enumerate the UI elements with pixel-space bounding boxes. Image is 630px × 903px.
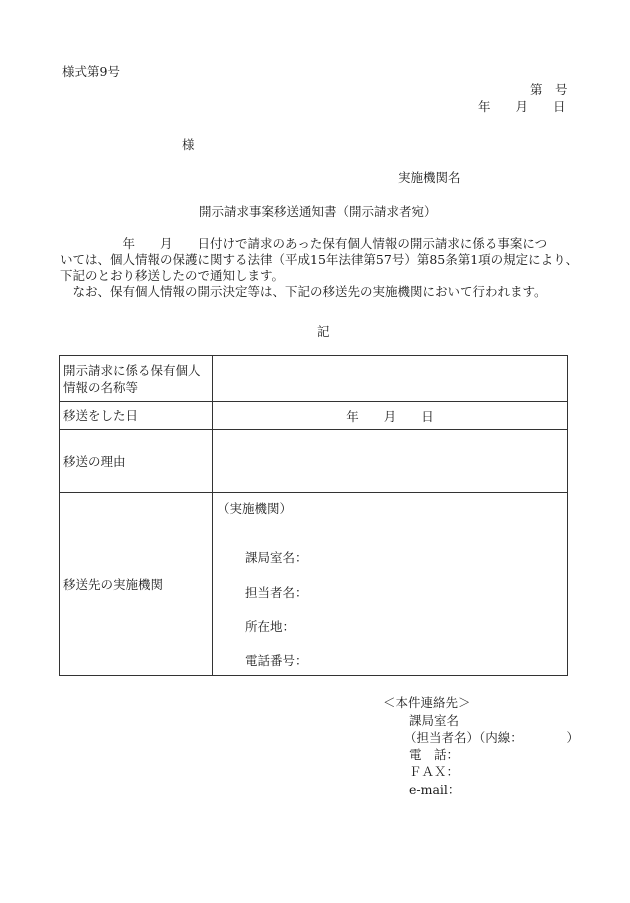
destination-address-field: 所在地： — [245, 619, 296, 634]
table-row — [60, 402, 568, 430]
body-paragraph — [60, 236, 585, 300]
contact-email: e-mail： — [409, 782, 461, 797]
body-line: 下記のとおり移送したので通知します。 — [60, 268, 285, 283]
contact-person: （担当者名）（内線： ） — [404, 730, 580, 745]
contact-heading: ＜本件連絡先＞ — [383, 695, 471, 710]
destination-person-field: 担当者名： — [245, 585, 308, 600]
destination-label: 移送先の実施機関 — [60, 493, 213, 676]
info-name-label: 開示請求に係る保有個人 情報の名称等 — [60, 356, 213, 402]
destination-dept-field: 課局室名： — [245, 550, 308, 565]
transfer-reason-value — [213, 430, 568, 493]
transfer-date-value: 年 月 日 — [213, 402, 568, 430]
destination-details — [213, 493, 568, 676]
table-row — [60, 430, 568, 493]
destination-phone-field: 電話番号： — [245, 653, 308, 668]
document-title: 開示請求事案移送通知書（開示請求者宛） — [199, 204, 437, 219]
sender-organization: 実施機関名 — [398, 170, 461, 185]
transfer-details-table — [59, 355, 568, 676]
recipient-suffix: 様 — [182, 137, 195, 152]
note-heading: 記 — [317, 324, 330, 339]
body-line: なお、保有個人情報の開示決定等は、下記の移送先の実施機関において行われます。 — [60, 284, 547, 299]
body-line: 年 月 日付けで請求のあった保有個人情報の開示請求に係る事案につ — [60, 236, 548, 251]
table-row — [60, 493, 568, 676]
table-row — [60, 356, 568, 402]
transfer-reason-label: 移送の理由 — [60, 430, 213, 493]
form-number: 様式第9号 — [62, 64, 120, 79]
body-line: いては、個人情報の保護に関する法律（平成15年法律第57号）第85条第1項の規定により、 — [60, 252, 579, 267]
document-date: 年 月 日 — [478, 99, 566, 114]
document-number: 第 号 — [530, 82, 568, 97]
info-name-value — [213, 356, 568, 402]
contact-phone: 電 話： — [409, 747, 460, 762]
destination-header: （実施機関） — [217, 501, 293, 516]
contact-fax: ＦＡＸ： — [409, 764, 460, 779]
transfer-date-label: 移送をした日 — [60, 402, 213, 430]
contact-dept: 課局室名 — [409, 713, 460, 728]
